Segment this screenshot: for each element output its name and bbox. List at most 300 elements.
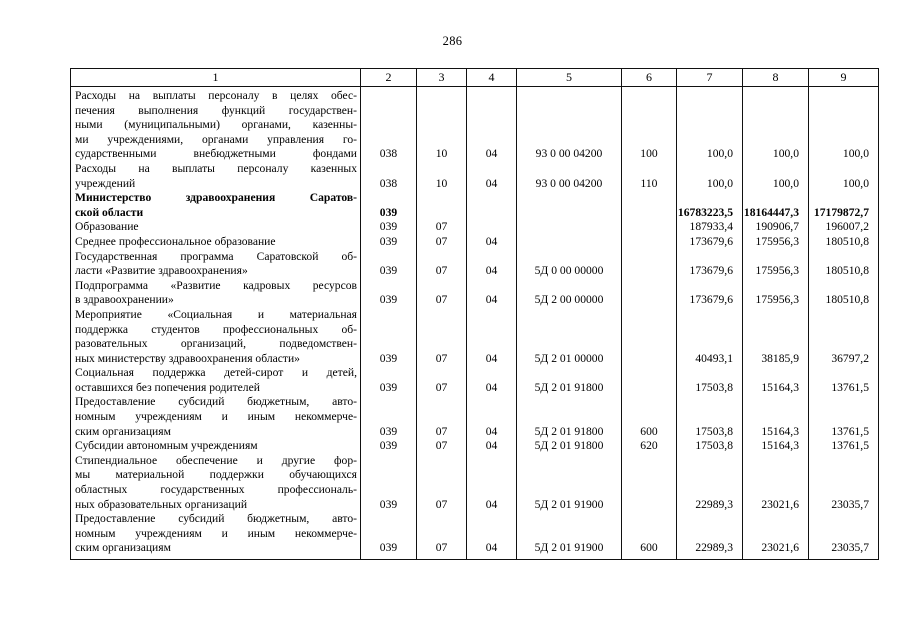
row-value xyxy=(677,337,742,352)
row-value xyxy=(417,133,466,148)
row-value xyxy=(467,118,516,133)
row-value xyxy=(809,308,878,323)
row-value xyxy=(361,395,416,410)
row-value xyxy=(743,279,808,294)
row-value: 15164,3 xyxy=(761,424,799,438)
row-value xyxy=(467,308,516,323)
row-value xyxy=(677,483,742,498)
row-value xyxy=(622,264,676,279)
row-label: номным учреждениям и иным некоммерче- xyxy=(75,410,357,424)
row-label: ским организациям xyxy=(75,541,171,555)
column-subsection-cell xyxy=(467,87,517,560)
row-value: 100,0 xyxy=(706,147,733,161)
row-value xyxy=(417,527,466,542)
row-value xyxy=(361,512,416,527)
row-label: ским организациям xyxy=(75,424,171,438)
row-value: 180510,8 xyxy=(825,234,869,248)
row-value: 07 xyxy=(435,497,448,511)
column-expense-type-lines xyxy=(622,87,676,559)
row-value xyxy=(417,323,466,338)
row-value xyxy=(622,279,676,294)
row-value: 04 xyxy=(485,176,498,190)
row-value: 23021,6 xyxy=(761,497,799,511)
row-label: Мероприятие «Социальная и материальная xyxy=(75,307,357,321)
row-value xyxy=(677,162,742,177)
row-value: 039 xyxy=(379,541,398,555)
column-target-code-cell xyxy=(517,87,622,560)
row-value xyxy=(467,279,516,294)
row-value: 110 xyxy=(640,176,658,190)
row-value xyxy=(467,89,516,104)
row-value xyxy=(361,250,416,265)
column-name-lines xyxy=(71,87,360,559)
column-amount-year2-lines xyxy=(743,87,808,559)
col-number-6: 6 xyxy=(622,69,677,87)
row-value xyxy=(417,366,466,381)
row-value xyxy=(743,250,808,265)
row-value xyxy=(743,366,808,381)
row-value xyxy=(622,323,676,338)
row-value xyxy=(622,366,676,381)
row-value xyxy=(517,512,621,527)
row-value xyxy=(417,512,466,527)
row-label: ской области xyxy=(75,205,144,219)
row-value: 15164,3 xyxy=(761,439,799,453)
row-value: 5Д 2 00 00000 xyxy=(534,293,604,307)
col-number-8: 8 xyxy=(743,69,809,87)
column-amount-year1-lines xyxy=(677,87,742,559)
row-value xyxy=(622,483,676,498)
row-label: ных образовательных организаций xyxy=(75,497,248,511)
row-value xyxy=(467,206,516,221)
row-value xyxy=(622,293,676,308)
row-value xyxy=(622,498,676,513)
row-value xyxy=(743,527,808,542)
row-value xyxy=(517,454,621,469)
row-value: 039 xyxy=(379,264,398,278)
budget-table xyxy=(70,68,879,560)
row-value: 04 xyxy=(485,234,498,248)
row-value: 173679,6 xyxy=(689,293,733,307)
row-label: Субсидии автономным учреждениям xyxy=(75,439,258,453)
row-value: 17503,8 xyxy=(695,439,733,453)
row-value xyxy=(517,527,621,542)
column-name-cell xyxy=(71,87,361,560)
row-value xyxy=(361,162,416,177)
row-value xyxy=(622,89,676,104)
row-value xyxy=(361,308,416,323)
row-value xyxy=(517,308,621,323)
row-value: 04 xyxy=(485,439,498,453)
row-value: 038 xyxy=(379,176,398,190)
row-value: 13761,5 xyxy=(831,424,869,438)
row-value: 07 xyxy=(435,380,448,394)
row-value xyxy=(517,395,621,410)
row-value xyxy=(517,250,621,265)
row-value xyxy=(517,220,621,235)
col-number-5: 5 xyxy=(517,69,622,87)
row-value xyxy=(517,483,621,498)
row-value: 15164,3 xyxy=(761,380,799,394)
row-value xyxy=(622,191,676,206)
row-value: 187933,4 xyxy=(689,220,733,234)
column-chapter-lines xyxy=(361,87,416,559)
row-value xyxy=(677,454,742,469)
row-value xyxy=(809,512,878,527)
row-value xyxy=(677,323,742,338)
row-value xyxy=(417,395,466,410)
row-value xyxy=(517,133,621,148)
row-value xyxy=(622,220,676,235)
row-value xyxy=(417,118,466,133)
row-value: 196007,2 xyxy=(825,220,869,234)
row-value: 039 xyxy=(379,380,398,394)
row-value xyxy=(361,89,416,104)
row-value xyxy=(677,512,742,527)
row-value xyxy=(743,410,808,425)
row-value: 039 xyxy=(379,205,398,219)
row-value xyxy=(517,104,621,119)
row-value xyxy=(467,337,516,352)
row-value: 100,0 xyxy=(706,176,733,190)
row-value: 36797,2 xyxy=(831,351,869,365)
col-number-7: 7 xyxy=(677,69,743,87)
row-value xyxy=(743,454,808,469)
row-value xyxy=(622,337,676,352)
row-value xyxy=(517,206,621,221)
row-value: 5Д 0 00 00000 xyxy=(534,264,604,278)
row-value xyxy=(517,235,621,250)
row-value xyxy=(467,410,516,425)
row-value xyxy=(417,468,466,483)
row-value: 039 xyxy=(379,351,398,365)
column-amount-year1-cell xyxy=(677,87,743,560)
row-value xyxy=(809,250,878,265)
row-value xyxy=(809,483,878,498)
row-value xyxy=(743,483,808,498)
row-value xyxy=(809,395,878,410)
row-value xyxy=(677,527,742,542)
row-value: 175956,3 xyxy=(755,293,799,307)
row-value xyxy=(417,410,466,425)
row-value: 07 xyxy=(435,234,448,248)
row-value xyxy=(517,118,621,133)
column-target-code-lines xyxy=(517,87,621,559)
row-value xyxy=(743,133,808,148)
row-value xyxy=(809,279,878,294)
row-value xyxy=(809,118,878,133)
row-value xyxy=(517,279,621,294)
row-value: 600 xyxy=(640,541,658,555)
row-value xyxy=(417,308,466,323)
row-value: 039 xyxy=(379,439,398,453)
row-value xyxy=(743,104,808,119)
column-amount-year3-lines xyxy=(809,87,878,559)
row-value xyxy=(467,527,516,542)
row-label: ных министерству здравоохранения области» xyxy=(75,351,300,365)
row-value: 07 xyxy=(435,351,448,365)
row-value: 23035,7 xyxy=(831,497,869,511)
table-header-row xyxy=(71,69,879,87)
row-value xyxy=(622,468,676,483)
row-value xyxy=(743,308,808,323)
column-amount-year3-cell xyxy=(809,87,879,560)
row-value xyxy=(809,191,878,206)
row-label: печения выполнения функций государствен- xyxy=(75,103,357,117)
row-value xyxy=(809,337,878,352)
row-value: 100,0 xyxy=(842,147,869,161)
row-value xyxy=(517,468,621,483)
col-number-4: 4 xyxy=(467,69,517,87)
row-value xyxy=(743,89,808,104)
row-value xyxy=(467,366,516,381)
row-value: 100,0 xyxy=(772,147,799,161)
row-value xyxy=(417,104,466,119)
row-value xyxy=(467,468,516,483)
row-value xyxy=(622,381,676,396)
row-value xyxy=(361,483,416,498)
column-section-lines xyxy=(417,87,466,559)
row-value: 13761,5 xyxy=(831,380,869,394)
row-value xyxy=(622,308,676,323)
row-label: Предоставление субсидий бюджетным, авто- xyxy=(75,395,357,409)
row-value xyxy=(677,395,742,410)
row-value xyxy=(809,527,878,542)
row-value xyxy=(743,323,808,338)
row-value xyxy=(622,162,676,177)
row-value xyxy=(677,410,742,425)
row-label: оставшихся без попечения родителей xyxy=(75,380,260,394)
col-number-1: 1 xyxy=(71,69,361,87)
row-value xyxy=(417,337,466,352)
row-label: в здравоохранении» xyxy=(75,293,174,307)
row-value xyxy=(677,366,742,381)
row-value xyxy=(361,454,416,469)
row-value: 5Д 2 01 91900 xyxy=(534,497,604,511)
col-number-2: 2 xyxy=(361,69,417,87)
row-value: 04 xyxy=(485,264,498,278)
row-value xyxy=(622,235,676,250)
row-value: 180510,8 xyxy=(825,293,869,307)
row-value xyxy=(417,89,466,104)
row-value xyxy=(417,483,466,498)
row-value xyxy=(417,191,466,206)
row-value xyxy=(622,527,676,542)
row-value xyxy=(467,483,516,498)
row-label: Подпрограмма «Развитие кадровых ресурсов xyxy=(75,278,357,292)
row-value xyxy=(622,352,676,367)
row-value xyxy=(622,395,676,410)
row-value: 100 xyxy=(640,147,658,161)
row-value: 10 xyxy=(435,176,448,190)
row-value xyxy=(467,220,516,235)
row-value: 17179872,7 xyxy=(813,205,869,219)
row-value xyxy=(417,206,466,221)
row-value: 22989,3 xyxy=(695,497,733,511)
row-label: Расходы на выплаты персоналу в целях обес- xyxy=(75,89,357,102)
row-label: Образование xyxy=(75,220,139,234)
row-value: 039 xyxy=(379,220,398,234)
row-label: ласти «Развитие здравоохранения» xyxy=(75,264,248,278)
row-value: 038 xyxy=(379,147,398,161)
row-value xyxy=(517,323,621,338)
row-value xyxy=(517,191,621,206)
row-value xyxy=(622,250,676,265)
row-value xyxy=(517,89,621,104)
row-label: учреждений xyxy=(75,176,136,190)
row-value xyxy=(467,133,516,148)
row-value xyxy=(809,89,878,104)
row-value: 5Д 2 01 91800 xyxy=(534,380,604,394)
row-value xyxy=(809,104,878,119)
column-section-cell xyxy=(417,87,467,560)
row-value xyxy=(743,191,808,206)
row-value xyxy=(467,250,516,265)
row-value: 07 xyxy=(435,264,448,278)
row-value xyxy=(417,250,466,265)
row-value xyxy=(743,162,808,177)
row-value xyxy=(361,104,416,119)
row-value xyxy=(517,162,621,177)
row-value xyxy=(677,308,742,323)
row-value xyxy=(467,512,516,527)
row-value: 23035,7 xyxy=(831,541,869,555)
row-label: Социальная поддержка детей-сирот и детей, xyxy=(75,366,357,380)
row-value: 17503,8 xyxy=(695,380,733,394)
row-value xyxy=(622,118,676,133)
row-value xyxy=(467,323,516,338)
row-value: 38185,9 xyxy=(761,351,799,365)
row-value: 10 xyxy=(435,147,448,161)
table-body-row xyxy=(71,87,879,560)
row-value xyxy=(809,366,878,381)
row-value xyxy=(809,454,878,469)
row-value xyxy=(743,468,808,483)
row-value xyxy=(467,104,516,119)
column-expense-type-cell xyxy=(622,87,677,560)
row-value xyxy=(622,104,676,119)
row-value: 23021,6 xyxy=(761,541,799,555)
row-value xyxy=(809,410,878,425)
row-value xyxy=(517,337,621,352)
row-value: 100,0 xyxy=(772,176,799,190)
row-value xyxy=(622,512,676,527)
row-value: 04 xyxy=(485,293,498,307)
row-value xyxy=(677,468,742,483)
row-value: 07 xyxy=(435,541,448,555)
row-value: 04 xyxy=(485,541,498,555)
row-value xyxy=(743,118,808,133)
page-number: 286 xyxy=(442,34,463,48)
row-value: 173679,6 xyxy=(689,234,733,248)
row-label: номным учреждениям и иным некоммерче- xyxy=(75,526,357,540)
row-label: Государственная программа Саратовской об- xyxy=(75,249,357,263)
row-value xyxy=(467,395,516,410)
row-value: 18164447,3 xyxy=(743,205,799,219)
row-label: поддержка студентов профессиональных об- xyxy=(75,322,357,336)
row-value xyxy=(467,454,516,469)
row-value xyxy=(677,89,742,104)
row-label: Министерство здравоохранения Саратов- xyxy=(75,191,357,205)
row-value: 600 xyxy=(640,424,658,438)
row-value xyxy=(677,191,742,206)
row-value xyxy=(517,410,621,425)
row-value: 04 xyxy=(485,351,498,365)
row-value xyxy=(417,454,466,469)
row-value xyxy=(677,250,742,265)
row-value xyxy=(361,118,416,133)
row-value xyxy=(743,512,808,527)
row-value: 039 xyxy=(379,293,398,307)
col-number-3: 3 xyxy=(417,69,467,87)
row-value xyxy=(622,133,676,148)
row-value: 039 xyxy=(379,234,398,248)
row-value: 07 xyxy=(435,439,448,453)
row-value xyxy=(361,468,416,483)
budget-table-wrapper xyxy=(70,68,869,560)
row-value: 039 xyxy=(379,497,398,511)
row-label: ми учреждениями, органами управления го- xyxy=(75,132,357,146)
row-value xyxy=(809,468,878,483)
row-value xyxy=(361,323,416,338)
row-value xyxy=(361,279,416,294)
row-value xyxy=(743,337,808,352)
row-value: 07 xyxy=(435,220,448,234)
row-value xyxy=(809,133,878,148)
row-value xyxy=(622,410,676,425)
row-value xyxy=(467,162,516,177)
row-value xyxy=(677,104,742,119)
row-value xyxy=(517,366,621,381)
row-value: 190906,7 xyxy=(755,220,799,234)
row-value: 04 xyxy=(485,424,498,438)
row-value: 93 0 00 04200 xyxy=(535,147,603,161)
row-value: 5Д 2 01 00000 xyxy=(534,351,604,365)
row-value: 5Д 2 01 91800 xyxy=(534,439,604,453)
row-label: Среднее профессиональное образование xyxy=(75,234,276,248)
row-value: 17503,8 xyxy=(695,424,733,438)
row-value: 180510,8 xyxy=(825,264,869,278)
column-amount-year2-cell xyxy=(743,87,809,560)
row-value xyxy=(809,323,878,338)
column-subsection-lines xyxy=(467,87,516,559)
row-label: областных государственных профессиональ- xyxy=(75,483,357,497)
row-value: 5Д 2 01 91800 xyxy=(534,424,604,438)
col-number-9: 9 xyxy=(809,69,879,87)
row-value xyxy=(361,191,416,206)
row-value: 16783223,5 xyxy=(677,205,733,219)
row-label: Расходы на выплаты персоналу казенных xyxy=(75,161,357,175)
row-label: мы материальной поддержки обучающихся xyxy=(75,468,357,482)
row-value: 175956,3 xyxy=(755,234,799,248)
row-value: 93 0 00 04200 xyxy=(535,176,603,190)
row-value: 04 xyxy=(485,147,498,161)
row-value xyxy=(743,395,808,410)
row-value xyxy=(677,133,742,148)
row-value: 40493,1 xyxy=(695,351,733,365)
row-label: Предоставление субсидий бюджетным, авто- xyxy=(75,512,357,526)
row-label: сударственными внебюджетными фондами xyxy=(75,147,357,161)
row-value: 07 xyxy=(435,293,448,307)
row-value: 04 xyxy=(485,380,498,394)
row-value: 173679,6 xyxy=(689,264,733,278)
row-value: 22989,3 xyxy=(695,541,733,555)
row-value: 620 xyxy=(640,439,658,453)
row-value: 5Д 2 01 91900 xyxy=(534,541,604,555)
row-value: 13761,5 xyxy=(831,439,869,453)
row-value xyxy=(361,527,416,542)
row-value xyxy=(361,337,416,352)
